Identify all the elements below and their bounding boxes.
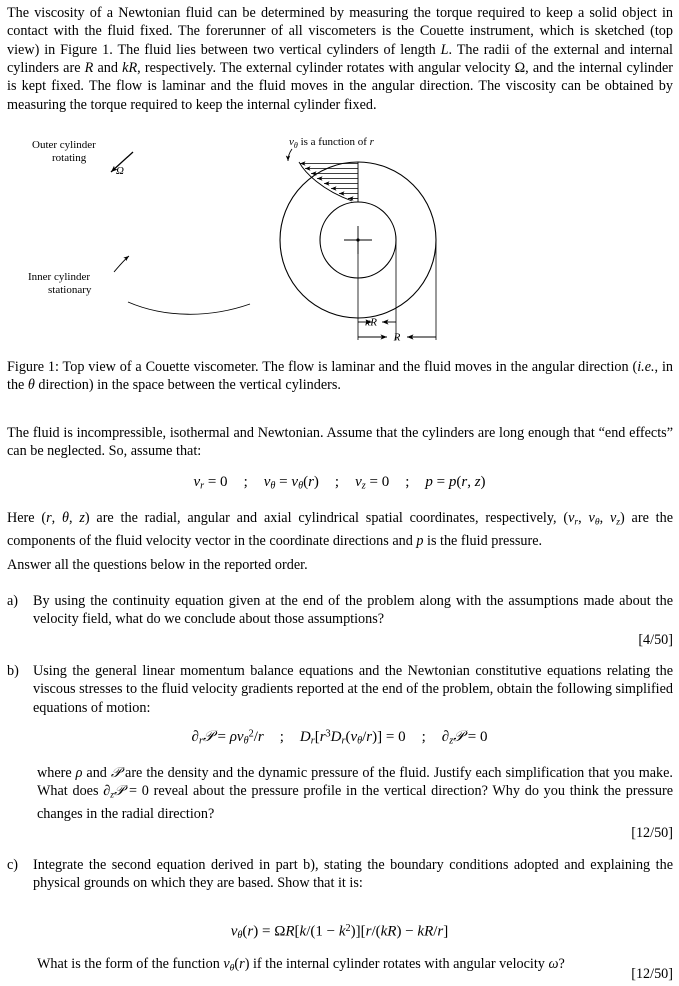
couette-viscometer-figure xyxy=(0,132,679,347)
inner-label-leader-arrow xyxy=(114,256,129,272)
v-symbol: v xyxy=(289,136,294,148)
question-a-marks: [4/50] xyxy=(638,632,673,648)
dimension-R-label: R xyxy=(393,331,401,344)
theta-subscript: θ xyxy=(293,141,298,150)
figure-svg xyxy=(0,132,679,347)
answer-instruction: Answer all the questions below in the reported order. xyxy=(7,557,308,573)
inner-cylinder-label-line1: Inner cylinder xyxy=(28,271,90,283)
equation-velocity-assumptions: $v_r = 0$ ; $v_\theta = v_\theta(r)$ ; $v_z = 0$ ; p = p(r, z) xyxy=(193,474,486,492)
question-c-text: Integrate the second equation derived in part b), stating the boundary conditions adopted and explaining the physical grounds on which they are based. Show that it is: xyxy=(33,857,673,892)
function-of-text: is a function of xyxy=(297,136,370,148)
question-a-label: a) xyxy=(7,593,19,609)
outer-cylinder-label-line2: rotating xyxy=(52,152,87,164)
question-b-marks: [12/50] xyxy=(631,825,673,841)
svg-text:vθ is a function of r xyxy=(289,136,375,150)
intro-paragraph: The viscosity of a Newtonian fluid can be determined by measuring the torque required to keep a solid object in contact with the fluid fixed. The forerunner of all viscometers is the Couette instrument, which is sketched (top view) in Figure 1. The fluid lies between two vertical cylinders of length L. The radii of the external and internal cylinders are R and kR, respectively. The external cylinder rotates with angular velocity Ω, and the internal cylinder is kept fixed. The flow is laminar and the fluid moves in the angular direction. The viscosity can be obtained by measuring the torque required to keep the internal cylinder fixed. xyxy=(7,5,673,113)
caption-theta: θ xyxy=(27,377,35,394)
question-a-text: By using the continuity equation given at the end of the problem along with the assumptions made about the velocity field, what do we conclude about those assumptions? xyxy=(33,593,673,628)
equation-velocity-solution: $v_\theta(r) = \Omega R[k/(1 - k^2)][r/(kR) - kR/r]$ xyxy=(230,923,449,942)
velocity-profile-arrows xyxy=(300,164,358,199)
inner-label-curve-lower xyxy=(128,302,250,314)
question-b-followup: where ρ and 𝒫 are the density and the dynamic pressure of the fluid. Justify each simplification that you make. What does $\partial_z𝒫 = 0$ reveal about the pressure profile in the vertical direction? Why do you think the pressure changes in the radial direction? xyxy=(37,765,673,823)
question-c-followup: What is the form of the function $v_\theta(r)$ if the internal cylinder rotates with angular velocity ω? xyxy=(37,956,565,974)
caption-pre: Figure 1: Top view of a Couette viscometer. The flow is laminar and the fluid moves in the angular direction ( xyxy=(7,359,638,375)
omega-label: Ω xyxy=(116,165,124,177)
fluid-assumptions-paragraph: The fluid is incompressible, isothermal and Newtonian. Assume that the cylinders are long enough that “end effects” can be neglected. So, assume that: xyxy=(7,425,673,460)
coordinates-explanation-paragraph: Here (r, θ, z) are the radial, angular and axial cylindrical spatial coordinates, respectively, ($v_r$, $v_\theta$, $v_z$) are the components of the fluid velocity vector in the coordinate directions and p is the fluid pressure. xyxy=(7,510,674,549)
velocity-function-label xyxy=(288,136,375,161)
figure-caption xyxy=(7,358,673,395)
velocity-label-leader xyxy=(288,149,292,161)
caption-post: direction) in the space between the vertical cylinders. xyxy=(34,377,341,394)
question-b xyxy=(7,662,673,717)
dimension-R xyxy=(358,332,436,344)
question-c-label: c) xyxy=(7,857,19,873)
caption-ie: i.e. xyxy=(637,359,655,375)
caption-mid: , in the xyxy=(7,359,673,394)
inner-cylinder-label-line2: stationary xyxy=(48,284,92,296)
r-symbol: r xyxy=(369,136,374,148)
question-c-marks: [12/50] xyxy=(631,966,673,982)
question-c xyxy=(7,856,673,893)
equation-motion-simplified: $\partial_r𝒫 = \rho v_\theta^2/r$ ; $D_r[r^3D_r(v_\theta/r)] = 0$ ; $\partial_z𝒫 = 0$ xyxy=(191,728,488,747)
question-b-label: b) xyxy=(7,663,19,679)
question-b-text: Using the general linear momentum balance equations and the Newtonian constitutive equations relating the viscous stresses to the fluid velocity gradients reported at the end of the problem, obtain the following simplified equations of motion: xyxy=(33,663,673,716)
outer-cylinder-label-line1: Outer cylinder xyxy=(32,139,96,151)
dimension-kappa-R-label: κR xyxy=(365,316,377,329)
question-a xyxy=(7,592,673,629)
